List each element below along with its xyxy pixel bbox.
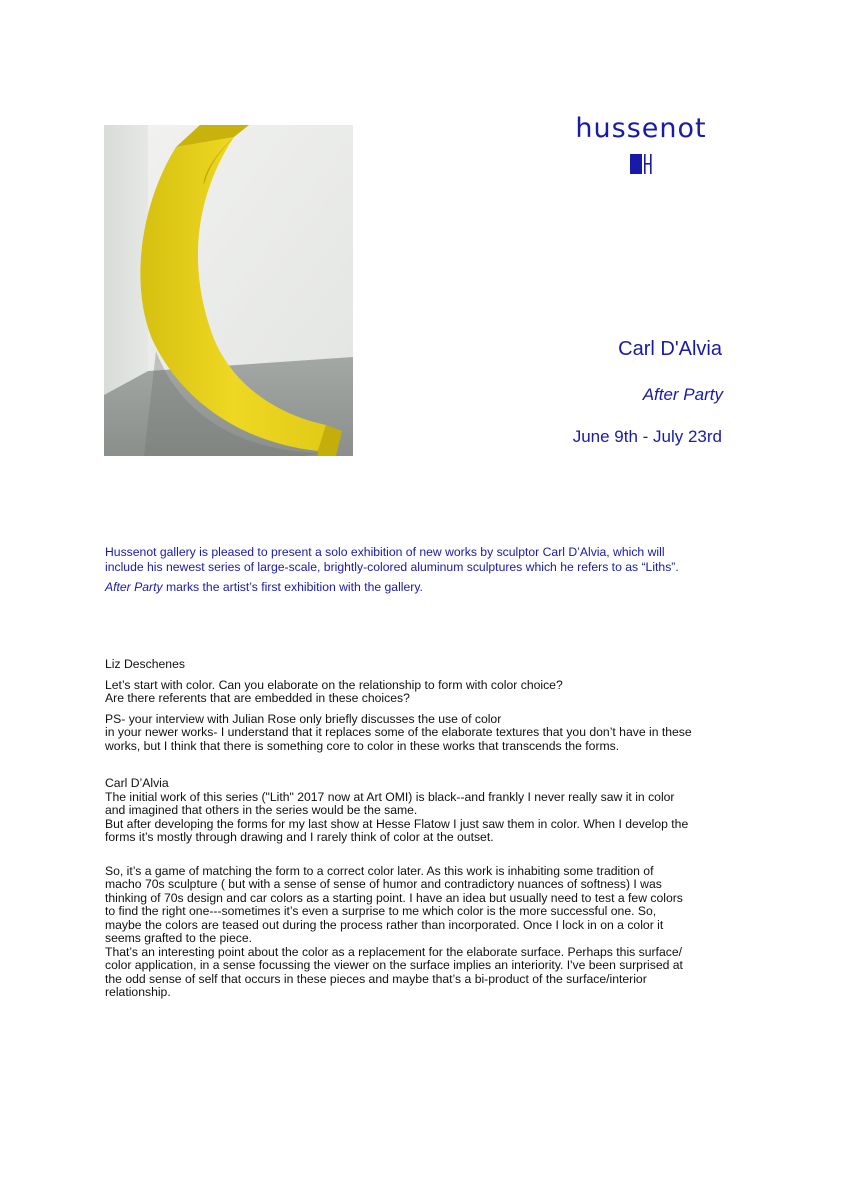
question-paragraph xyxy=(105,679,735,706)
question-paragraph xyxy=(105,713,735,754)
interview xyxy=(105,658,735,1000)
artist-name: Carl D'Alvia xyxy=(618,338,722,360)
yellow-arc-sculpture-photo xyxy=(104,125,353,456)
text-line: Are there referents that are embedded in these choices? xyxy=(105,691,410,705)
text-line: in your newer works- I understand that it replaces some of the elaborate textures that you don’t have in these xyxy=(105,725,692,739)
exhibition-dates: June 9th - July 23rd xyxy=(572,427,722,446)
answer-speaker: Carl D’Alvia xyxy=(105,776,169,790)
text-line: Let’s start with color. Can you elaborate on the relationship to form with color choice? xyxy=(105,677,563,692)
intro-line: Hussenot gallery is pleased to present a solo exhibition of new works by sculptor Carl D’Alvia, which will xyxy=(105,545,665,559)
text-line: But after developing the forms for my last show at Hesse Flatow I just saw them in color. When I develop the xyxy=(105,816,689,831)
text-line: macho 70s sculpture ( but with a sense of sense of humor and contradictory nuances of softness) I was xyxy=(105,877,662,891)
text-line: relationship. xyxy=(105,985,171,999)
text-line: forms it’s mostly through drawing and I rarely think of color at the outset. xyxy=(105,830,494,844)
text-line: seems grafted to the piece. xyxy=(105,931,253,945)
text-line: to find the right one---sometimes it’s even a surprise to me which color is the more successful one. So, xyxy=(105,904,657,918)
intro-paragraph xyxy=(105,545,735,574)
intro-line: marks the artist’s first exhibition with the gallery. xyxy=(162,580,423,594)
text-line: works, but I think that there is something core to color in these works that transcends the forms. xyxy=(105,738,620,753)
gallery-logo-mark-icon xyxy=(630,154,652,174)
intro-paragraph xyxy=(105,580,735,595)
text-line: thinking of 70s design and car colors as a starting point. I have an idea but usually need to test a few colors xyxy=(105,890,683,905)
text-line: So, it’s a game of matching the form to a correct color later. As this work is inhabiting some tradition of xyxy=(105,863,654,878)
text-line: maybe the colors are teased out during the process rather than incorporated. Once I lock in on a color it xyxy=(105,917,664,932)
intro-line: include his newest series of large-scale, brightly-colored aluminum sculptures which he refers to as “Liths”. xyxy=(105,559,679,574)
gallery-wordmark: hussenot xyxy=(575,113,707,144)
text-line: The initial work of this series ("Lith" 2017 now at Art OMI) is black--and frankly I never really saw it in color xyxy=(105,789,675,804)
text-line: That’s an interesting point about the color as a replacement for the elaborate surface. Perhaps this surface/ xyxy=(105,944,682,959)
text-line: PS- your interview with Julian Rose only briefly discusses the use of color xyxy=(105,711,502,726)
text-line: color application, in a sense focussing the viewer on the surface implies an interiority. I've been surprised at xyxy=(105,958,683,972)
artwork-photo xyxy=(104,125,353,456)
text-line: the odd sense of self that occurs in these pieces and maybe that’s a bi-product of the surface/interior xyxy=(105,971,647,986)
answer-paragraph xyxy=(105,791,735,845)
press-intro xyxy=(105,545,735,595)
text-line: and imagined that others in the series would be the same. xyxy=(105,803,418,817)
gallery-logo xyxy=(560,112,722,174)
intro-title-ref: After Party xyxy=(105,580,163,594)
exhibition-title: After Party xyxy=(642,385,723,404)
question-speaker: Liz Deschenes xyxy=(105,657,185,671)
answer-paragraph xyxy=(105,865,735,1000)
